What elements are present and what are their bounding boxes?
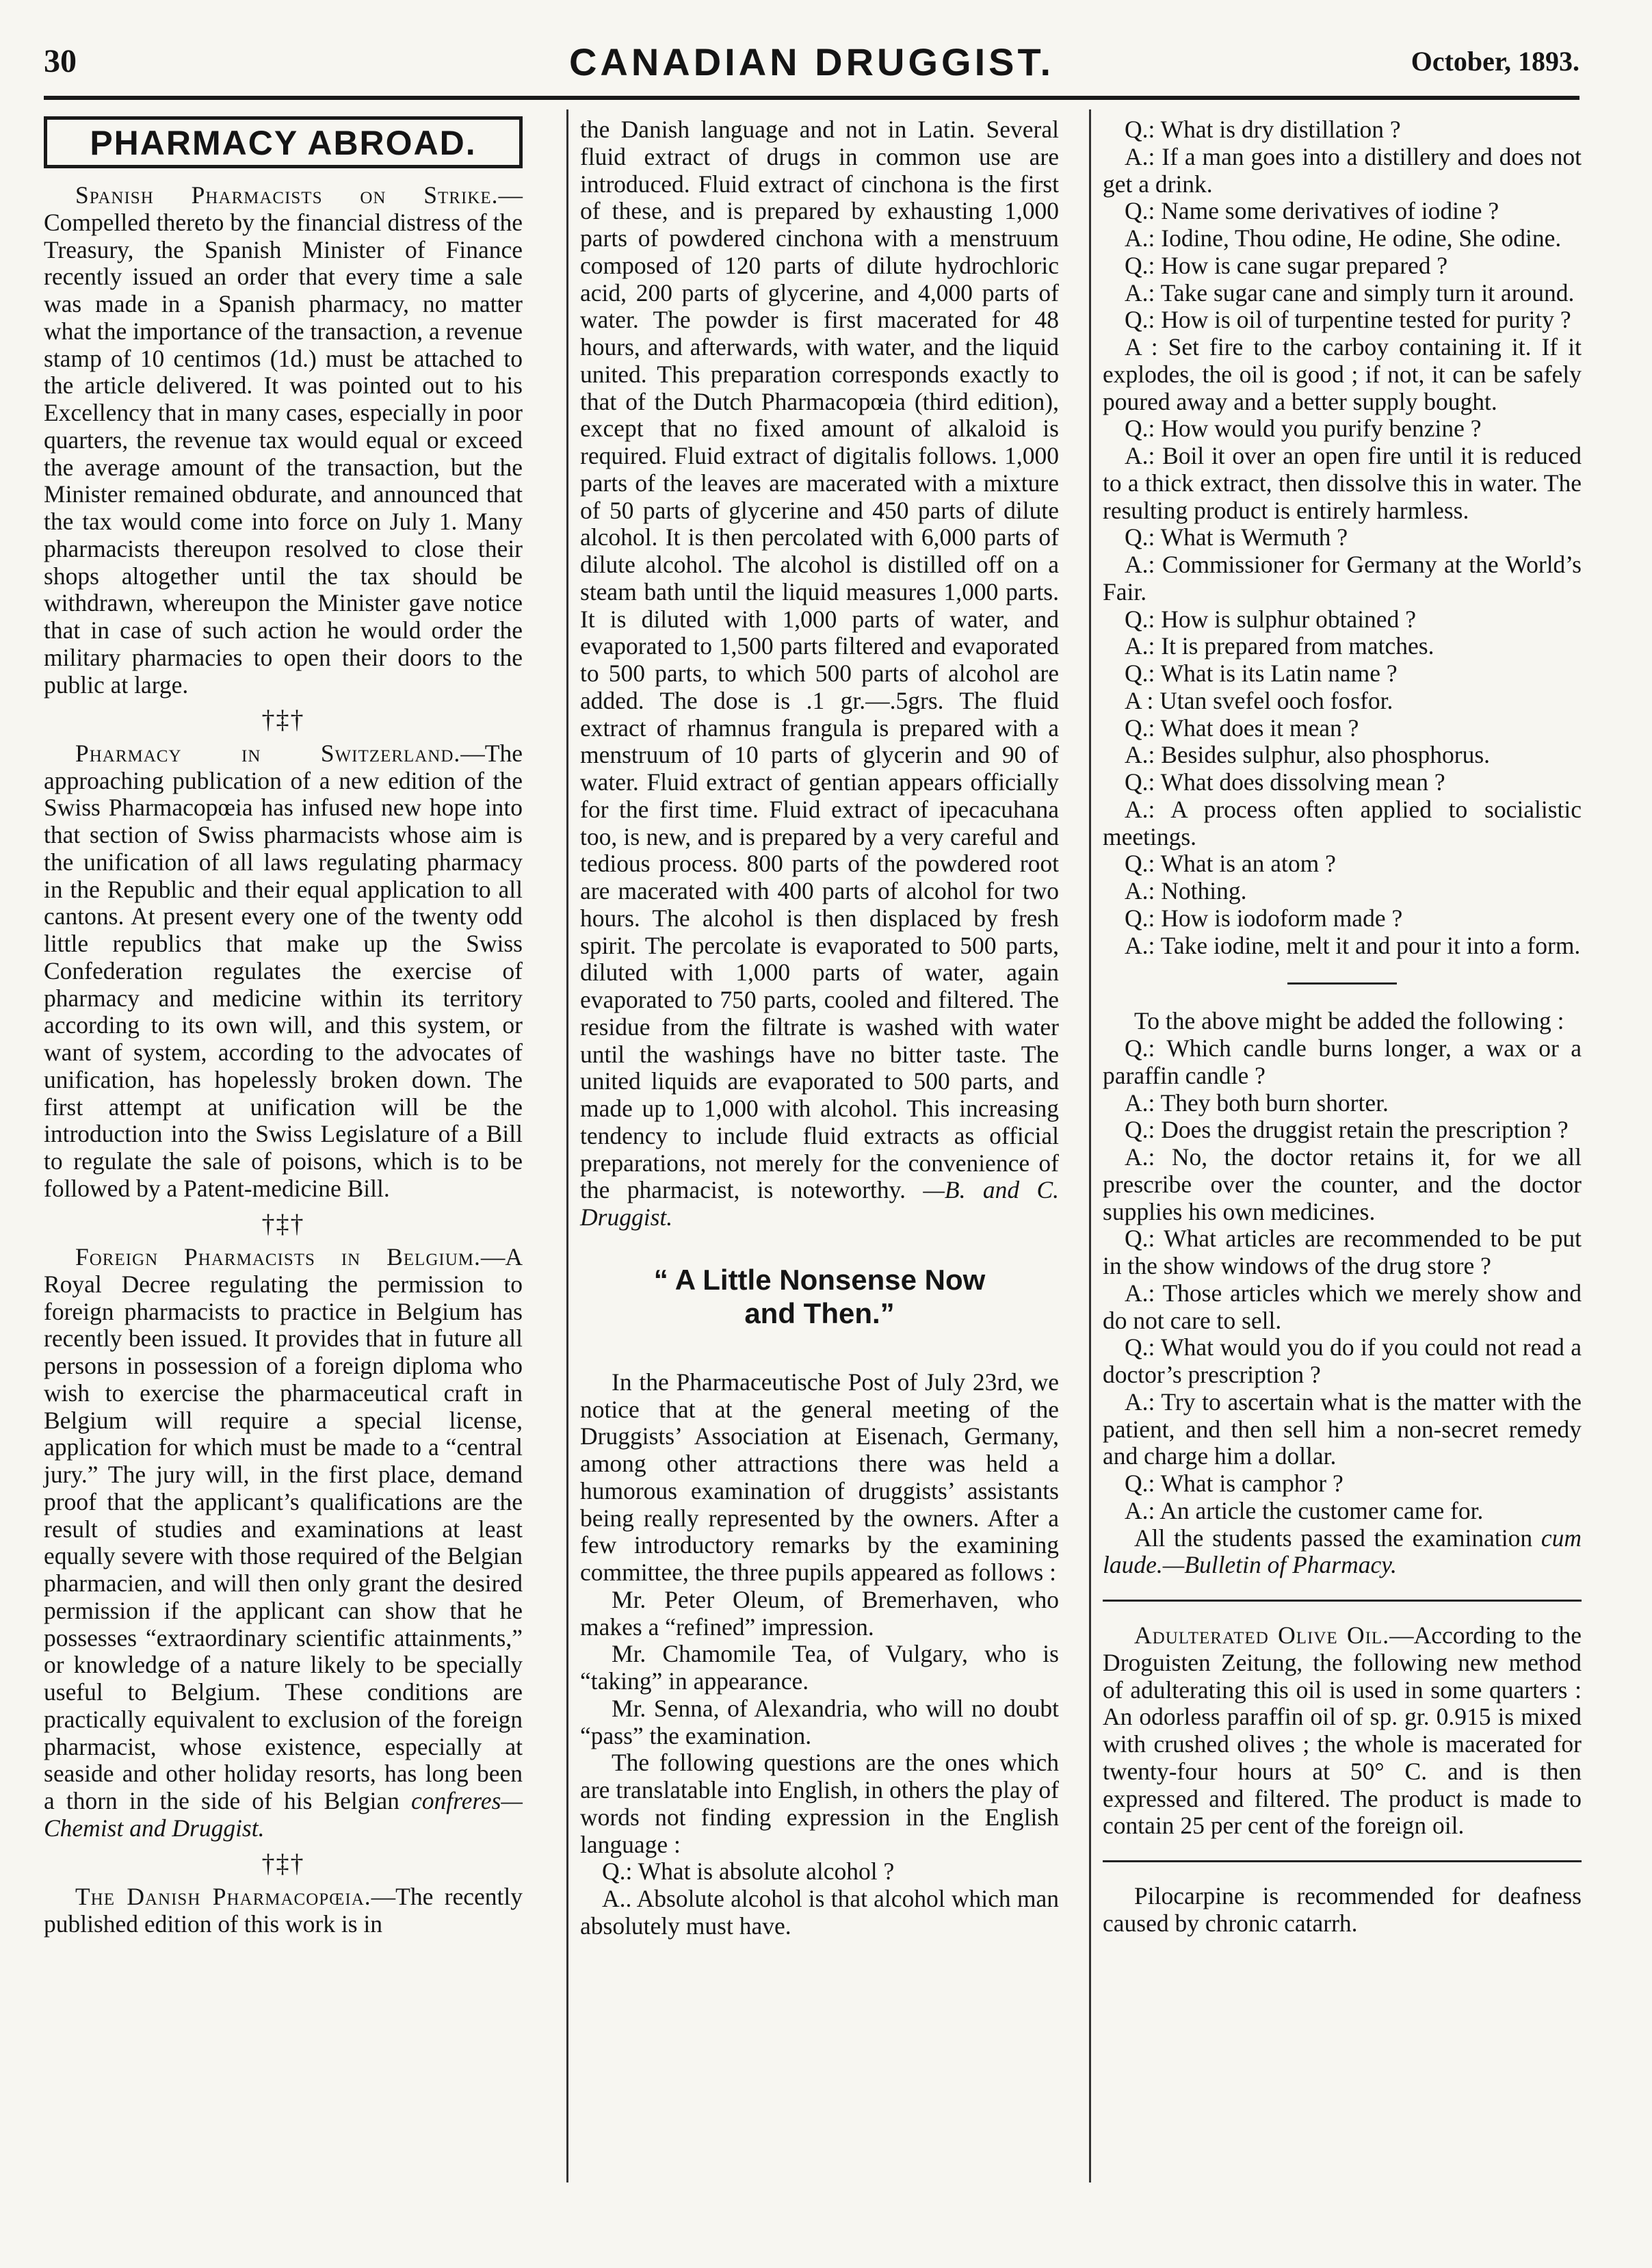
- qa-line: Q.: How would you purify benzine ?: [1125, 415, 1482, 443]
- column-2: [580, 116, 1059, 1940]
- qa-line: Q.: How is iodoform made ?: [1125, 904, 1403, 932]
- article-heading: The Danish Pharmacopœia.: [75, 1883, 371, 1911]
- subheading-line: “ A Little Nonsense Now: [653, 1263, 986, 1296]
- qa-line: A : Utan svefel ooch fosfor.: [1125, 686, 1393, 714]
- questions-intro: The following questions are the ones which are translatable into English, in others the play of words not finding expression in the English language :: [580, 1749, 1059, 1858]
- article-body: —The approaching publication of a new edition of the Swiss Pharmacopœia has infused new hope into that section of Swiss pharmacists whose aim is the unification of all laws regulating pharmacy in the Republic and their equal application to all cantons. At present every one of the twenty odd little republics that make up the Swiss Confederation regulates the exercise of pharmacy and medicine within its territory according to its own will, and this system, or want of system, according to the advocates of unification, has hopelessly broken down. The first attempt at unification will be the introduction into the Swiss Legislature of a Bill to regulate the sale of poisons, which is to be followed by a Patent-medicine Bill.: [44, 739, 523, 1202]
- qa-line: A.: Try to ascertain what is the matter with the patient, and then sell him a non-secret remedy and charge him a dollar.: [1103, 1387, 1582, 1470]
- article-heading: Spanish Pharmacists on Strike.: [75, 181, 499, 209]
- qa-line: Q.: How is cane sugar prepared ?: [1125, 251, 1448, 279]
- qa-line: A.: No, the doctor retains it, for we all prescribe over the counter, and the doctor supplies his own medicines.: [1103, 1143, 1582, 1225]
- question: Q.: What is absolute alcohol ?: [602, 1858, 895, 1886]
- qa-line: Q.: How is oil of turpentine tested for purity ?: [1125, 306, 1571, 334]
- qa-line: A.: Take sugar cane and simply turn it around.: [1125, 278, 1575, 307]
- pupil-entry: Mr. Peter Oleum, of Bremerhaven, who makes a “refined” impression.: [580, 1585, 1059, 1641]
- article-adulterated-olive-oil: [1103, 1622, 1582, 1840]
- nonsense-subheading: [580, 1263, 1059, 1331]
- column-divider: [566, 109, 568, 2182]
- article-body: the Danish language and not in Latin. Several fluid extract of drugs in common use are introduced. Fluid extract of cinchona is the first of these, and is prepared by exhausting 1,000 parts of powdered cinchona with a menstruum composed of 120 parts of dilute hydrochloric acid, 200 parts of glycerine, and 4,000 parts of water. The powder is first macerated for 48 hours, and afterwards, with water, and the liquid united. This preparation corresponds exactly to that of the Dutch Pharmacopœia (third edition), except that no fixed amount of alkaloid is required. Fluid extract of digitalis follows. 1,000 parts of the leaves are macerated with a mixture of 50 parts of glycerine and 450 parts of dilute alcohol. It is then percolated with 6,000 parts of dilute alcohol. The alcohol is distilled off on a steam bath until the liquid measures 1,000 parts. It is diluted with 1,000 parts of water, and evaporated to 1,500 parts filtered and evaporated to 500 parts, to which 500 parts of alcohol are added. The dose is .1 gr.—.5grs. The fluid extract of rhamnus frangula is prepared with a menstruum of 10 parts of glycerin and 90 of water. Fluid extract of gentian appears officially for the first time. Fluid extract of ipecacuhana too, is new, and is prepared by a very careful and tedious process. 800 parts of the powdered root are macerated with 400 parts of alcohol for two hours. The alcohol is then displaced by fresh spirit. The percolate is evaporated to 500 parts, diluted with 1,000 parts of water, again evaporated to 750 parts, cooled and filtered. The residue from the filtrate is washed with water until the washings have no bitter taste. The united liquids are evaporated to 500 parts, and made up to 1,000 with alcohol. This increasing tendency to include fluid extracts as official preparations, not merely for the convenience of the pharmacist, is noteworthy.: [580, 116, 1059, 1204]
- qa-line: Q.: How is sulphur obtained ?: [1125, 605, 1416, 633]
- qa-line: Q.: What is its Latin name ?: [1125, 660, 1398, 687]
- qa-line: Q.: What is dry distillation ?: [1125, 116, 1401, 143]
- issue-date: October, 1893.: [1411, 46, 1579, 77]
- closing-text: All the students passed the examination: [1134, 1524, 1541, 1552]
- pupil-entry: Mr. Chamomile Tea, of Vulgary, who is “taking” in appearance.: [580, 1640, 1059, 1695]
- qa-line: Q.: What is Wermuth ?: [1125, 523, 1348, 551]
- qa-line: A.: Boil it over an open fire until it is reduced to a thick extract, then dissolve this in water. The resulting product is entirely harmless.: [1103, 442, 1582, 524]
- article-heading: Adulterated Olive Oil.: [1134, 1621, 1390, 1649]
- qa-line: Q.: Name some derivatives of iodine ?: [1125, 197, 1499, 225]
- source-credit: —B. and C. Druggist.: [580, 1176, 1059, 1231]
- article-heading: Pharmacy in Switzerland.: [75, 739, 461, 767]
- section-rule: [1103, 1600, 1582, 1602]
- qa-line: Q.: What does it mean ?: [1125, 714, 1359, 742]
- section-rule: [1103, 1860, 1582, 1862]
- subheading-line: and Then.”: [744, 1297, 895, 1330]
- qa-line: A.: Besides sulphur, also phosphorus.: [1125, 741, 1491, 769]
- qa-line: A.: They both burn shorter.: [1125, 1089, 1389, 1117]
- qa-line: A.: Nothing.: [1125, 877, 1247, 904]
- section-banner: PHARMACY ABROAD.: [44, 116, 523, 168]
- additional-intro: To the above might be added the following :: [1134, 1007, 1564, 1035]
- qa-list-additional: [1103, 1035, 1582, 1525]
- article-body: —The recently published edition of this work is in: [44, 1883, 523, 1938]
- column-divider: [1089, 109, 1091, 2182]
- qa-list: [1103, 116, 1582, 959]
- qa-line: Q.: Does the druggist retain the prescription ?: [1125, 1116, 1569, 1144]
- pilocarpine-note: Pilocarpine is recommended for deafness caused by chronic catarrh.: [1103, 1882, 1582, 1937]
- ornament-divider: †‡†: [261, 705, 305, 735]
- qa-line: A.: If a man goes into a distillery and does not get a drink.: [1103, 142, 1582, 198]
- article-pharmacy-switzerland: [44, 740, 523, 1203]
- qa-line: A.: Iodine, Thou odine, He odine, She odine.: [1125, 224, 1562, 252]
- qa-line: Q.: What is camphor ?: [1125, 1470, 1343, 1497]
- qa-line: Q.: What would you do if you could not read a doctor’s prescription ?: [1103, 1333, 1582, 1388]
- qa-line: Q.: What articles are recommended to be put in the show windows of the drug store ?: [1103, 1225, 1582, 1279]
- masthead-title: CANADIAN DRUGGIST.: [568, 40, 1055, 83]
- qa-line: A.: Commissioner for Germany at the World’s Fair.: [1103, 551, 1582, 605]
- article-spanish-pharmacists: [44, 182, 523, 699]
- header-rule: [44, 96, 1579, 100]
- page-number: 30: [44, 43, 77, 79]
- source-credit: confreres—Chemist and Druggist.: [44, 1787, 523, 1842]
- article-heading: Foreign Pharmacists in Belgium.: [75, 1243, 481, 1271]
- article-body: —Compelled thereto by the financial distress of the Treasury, the Spanish Minister of Finance recently issued an order that every time a sale was made in a Spanish pharmacy, no matter what the importance of the transaction, a revenue stamp of 10 centimos (1d.) must be attached to the article delivered. It was pointed out to his Excellency that in many cases, especially in poor quarters, the revenue tax would equal or exceed the average amount of the transaction, but the Minister remained obdurate, and announced that the tax would come into force on July 1. Many pharmacists thereupon resolved to close their shops altogether until the tax should be withdrawn, whereupon the Minister gave notice that in case of such action he would order the military pharmacies to open their doors to the public at large.: [44, 181, 523, 699]
- pupil-entry: Mr. Senna, of Alexandria, who will no doubt “pass” the examination.: [580, 1694, 1059, 1749]
- article-danish-continued: [580, 116, 1059, 1231]
- qa-line: A : Set fire to the carboy containing it. If it explodes, the oil is good ; if not, it can be safely poured away and a better supply bought.: [1103, 333, 1582, 415]
- nonsense-intro: In the Pharmaceutische Post of July 23rd, we notice that at the general meeting of the Druggists’ Association at Eisenach, Germany, among other attractions there was held a humorous examination of druggists’ assistants being really represented by the owners. After a few introductory remarks by the examining committee, the three pupils appeared as follows :: [580, 1368, 1059, 1587]
- column-3: [1103, 116, 1582, 1938]
- qa-line: Q.: What is an atom ?: [1125, 850, 1336, 878]
- article-danish-pharmacopoeia: [44, 1884, 523, 1938]
- article-body: —A Royal Decree regulating the permission to foreign pharmacists to practice in Belgium has recently been issued. It provides that in future all persons in possession of a foreign diploma who wish to exercise the pharmaceutical craft in Belgium will require a special license, application for which must be made to a “central jury.” The jury will, in the first place, demand proof that the applicant’s qualifications are the result of studies and examinations at least equally severe with those required of the Belgian pharmacien, and will then only grant the desired permission if the applicant can show that he possesses “extraordinary scientific attainments,” or knowledge of a nature likely to be specially useful to Belgium. These conditions are practically equivalent to exclusion of the foreign pharmacist, whose existence, especially at seaside and other holiday resorts, has long been a thorn in the side of his Belgian: [44, 1243, 523, 1815]
- qa-line: A.: Take iodine, melt it and pour it into a form.: [1125, 931, 1581, 959]
- qa-line: A.: It is prepared from matches.: [1125, 632, 1434, 660]
- qa-line: A.: Those articles which we merely show and do not care to sell.: [1103, 1279, 1582, 1334]
- ornament-divider: †‡†: [261, 1849, 305, 1878]
- qa-line: A.: An article the customer came for.: [1125, 1496, 1484, 1524]
- short-rule: [1287, 982, 1397, 985]
- article-body: —According to the Droguisten Zeitung, the following new method of adulterating this oil is used in some quarters : An odorless paraffin oil of sp. gr. 0.915 is mixed with crushed olives ; the whole is macerated for twenty-four hours at 50° C. and is then expressed and filtered. The product is made to contain 25 per cent of the foreign oil.: [1103, 1621, 1582, 1840]
- qa-line: Q.: What does dissolving mean ?: [1125, 768, 1445, 796]
- answer: A.. Absolute alcohol is that alcohol which man absolutely must have.: [580, 1885, 1059, 1940]
- source-credit: cum laude.—Bulletin of Pharmacy.: [1103, 1524, 1582, 1579]
- closing-line: [1103, 1525, 1582, 1580]
- column-1: [44, 116, 523, 1938]
- qa-line: A.: A process often applied to socialistic meetings.: [1103, 795, 1582, 850]
- ornament-divider: †‡†: [261, 1209, 305, 1238]
- article-foreign-pharmacists-belgium: [44, 1244, 523, 1842]
- qa-line: Q.: Which candle burns longer, a wax or a paraffin candle ?: [1103, 1034, 1582, 1089]
